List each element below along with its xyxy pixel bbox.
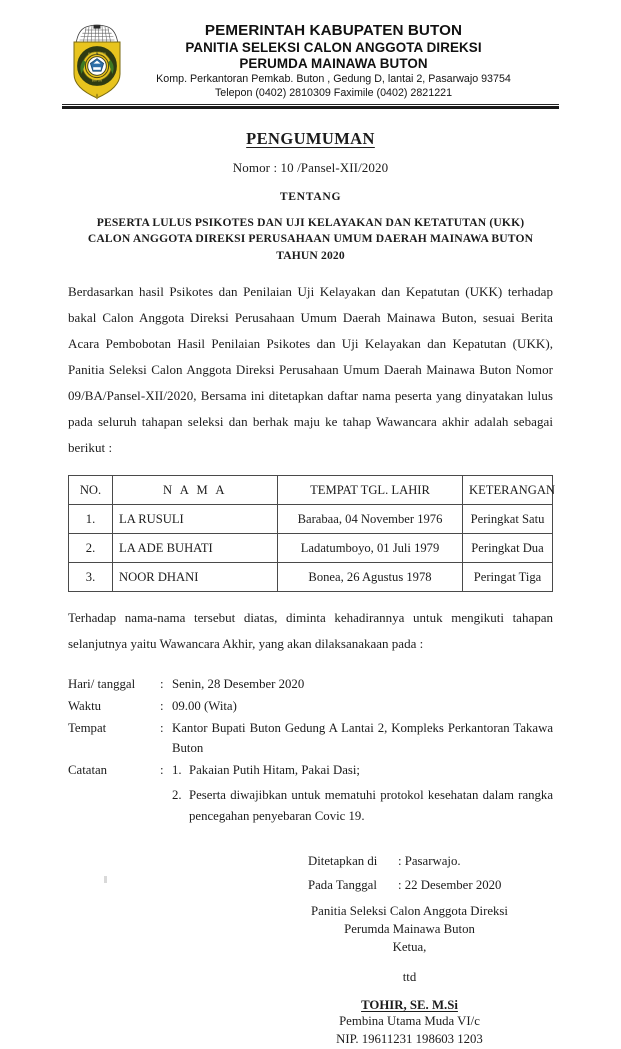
letterhead [0,0,621,100]
cell-tempat-tgl-lahir: Barabaa, 04 November 1976 [278,505,463,534]
letterhead-contact: Telepon (0402) 2810309 Faximile (0402) 2821221 [214,86,453,99]
signature-ditetapkan-value: : Pasarwajo. [398,854,461,869]
body-paragraph-1: Berdasarkan hasil Psikotes dan Penilaian Uji Kelayakan dan Kepatutan (UKK) terhadap bakal Calon Anggota Direksi Perusahaan Umum Daerah Mainawa Buton, sesuai Berita Acara Pembobotan Hasil Penilaian Psikotes dan Uji Kelayakan dan Kepatutan (UKK), Panitia Seleksi Calon Anggota Direksi Perusahaan Umum Daerah Mainawa Buton Nomor 09/BA/Pansel-XII/2020, Bersama ini ditetapkan daftar nama peserta yang dinyatakan lulus pada seluruh tahapan seleksi dan berhak maju ke tahap Wawancara akhir adalah sebagai berikut : [68,284,553,456]
event-details [68,674,553,826]
detail-colon: : [160,720,164,735]
cell-no: 2. [69,534,113,563]
signature-tanggal-value: : 22 Desember 2020 [398,877,502,892]
signatory-nip: NIP. 19611231 198603 1203 [336,1032,483,1047]
svg-text:BUTON: BUTON [91,78,103,83]
signature-ttd-mark: ttd [402,970,417,985]
detail-colon: : [160,677,164,692]
detail-value-hari-tanggal: Senin, 28 Desember 2020 [172,677,305,692]
divider-thick-line [62,106,559,109]
svg-text:KABUPATEN: KABUPATEN [88,51,106,56]
subject-line-3: TAHUN 2020 [276,248,345,262]
body-paragraph-2: Terhadap nama-nama tersebut diatas, diminta kehadirannya untuk mengikuti tahapan selanjutnya yaitu Wawancara Akhir, yang akan dilaksanakaan pada : [68,610,553,652]
cell-tempat-tgl-lahir: Ladatumboyo, 01 Juli 1979 [278,534,463,563]
letterhead-text [62,22,559,100]
catatan-list [172,760,553,826]
detail-label-catatan: Catatan [68,763,108,778]
detail-row-tempat [68,718,553,759]
subject-line-2: CALON ANGGOTA DIREKSI PERUSAHAAN UMUM DAERAH MAINAWA BUTON [87,232,534,246]
detail-row-catatan [68,760,553,826]
page-title: PENGUMUMAN [246,128,375,148]
signature-ditetapkan-label: Ditetapkan di [308,854,378,869]
detail-label-waktu: Waktu [68,698,102,713]
cell-keterangan: Peringkat Dua [463,534,553,563]
cell-tempat-tgl-lahir: Bonea, 26 Agustus 1978 [278,563,463,592]
detail-row-hari-tanggal [68,674,553,695]
scan-artifact-mark [104,876,107,883]
table-row [69,534,553,563]
cell-nama: LA RUSULI [113,505,278,534]
tentang-label: TENTANG [279,189,342,203]
note-text: Peserta diwajibkan untuk mematuhi protokol kesehatan dalam rangka pencegahan penyebaran Covic 19. [189,787,553,823]
cell-no: 1. [69,505,113,534]
header-divider [62,104,559,109]
cell-keterangan: Peringat Tiga [463,563,553,592]
signature-org-line2: Perumda Mainawa Buton [344,921,475,936]
detail-colon: : [160,763,164,778]
table-header-row [69,476,553,505]
column-header-no: NO. [69,476,113,505]
table-row [69,563,553,592]
column-header-nama: N A M A [113,476,278,505]
signature-tanggal-label: Pada Tanggal [308,877,377,892]
detail-value-tempat: Kantor Bupati Buton Gedung A Lantai 2, Kompleks Perkantoran Takawa Buton [172,720,553,756]
signature-organization [308,902,553,956]
participants-table [68,475,556,592]
signature-tanggal-row [308,874,553,898]
subject-block [68,215,553,264]
document-content [0,129,621,1049]
cell-nama: NOOR DHANI [113,563,278,592]
letterhead-line3: PERUMDA MAINAWA BUTON [239,55,428,71]
letterhead-line1: PEMERINTAH KABUPATEN BUTON [204,22,463,39]
cell-nama: LA ADE BUHATI [113,534,278,563]
detail-row-waktu [68,696,553,717]
signature-org-line3: Ketua, [392,939,427,954]
list-item [172,785,553,826]
column-header-keterangan: KETERANGAN [463,476,553,505]
signature-block [68,850,553,1049]
cell-keterangan: Peringkat Satu [463,505,553,534]
signature-org-line1: Panitia Seleksi Calon Anggota Direksi [311,903,508,918]
table-row [69,505,553,534]
detail-label-tempat: Tempat [68,720,107,735]
signatory-rank: Pembina Utama Muda VI/c [339,1014,480,1029]
document-number: Nomor : 10 /Pansel-XII/2020 [232,159,389,175]
detail-value-waktu: 09.00 (Wita) [172,698,237,713]
letterhead-address: Komp. Perkantoran Pemkab. Buton , Gedung D, lantai 2, Pasarwajo 93754 [156,72,511,85]
signature-ditetapkan-row [308,850,553,874]
note-text: Pakaian Putih Hitam, Pakai Dasi; [189,763,360,778]
list-item [172,760,553,781]
subject-line-1: PESERTA LULUS PSIKOTES DAN UJI KELAYAKAN DAN KETATUTAN (UKK) [96,215,525,229]
signatory-name: TOHIR, SE. M.Si [361,998,458,1013]
column-header-tempat-tgl-lahir: TEMPAT TGL. LAHIR [278,476,463,505]
cell-no: 3. [69,563,113,592]
note-number: 1. [172,763,182,778]
detail-colon: : [160,698,164,713]
letterhead-line2: PANITIA SELEKSI CALON ANGGOTA DIREKSI [185,39,482,55]
note-number: 2. [172,787,182,802]
detail-label-hari-tanggal: Hari/ tanggal [68,677,136,692]
kabupaten-buton-emblem-icon [66,24,128,102]
